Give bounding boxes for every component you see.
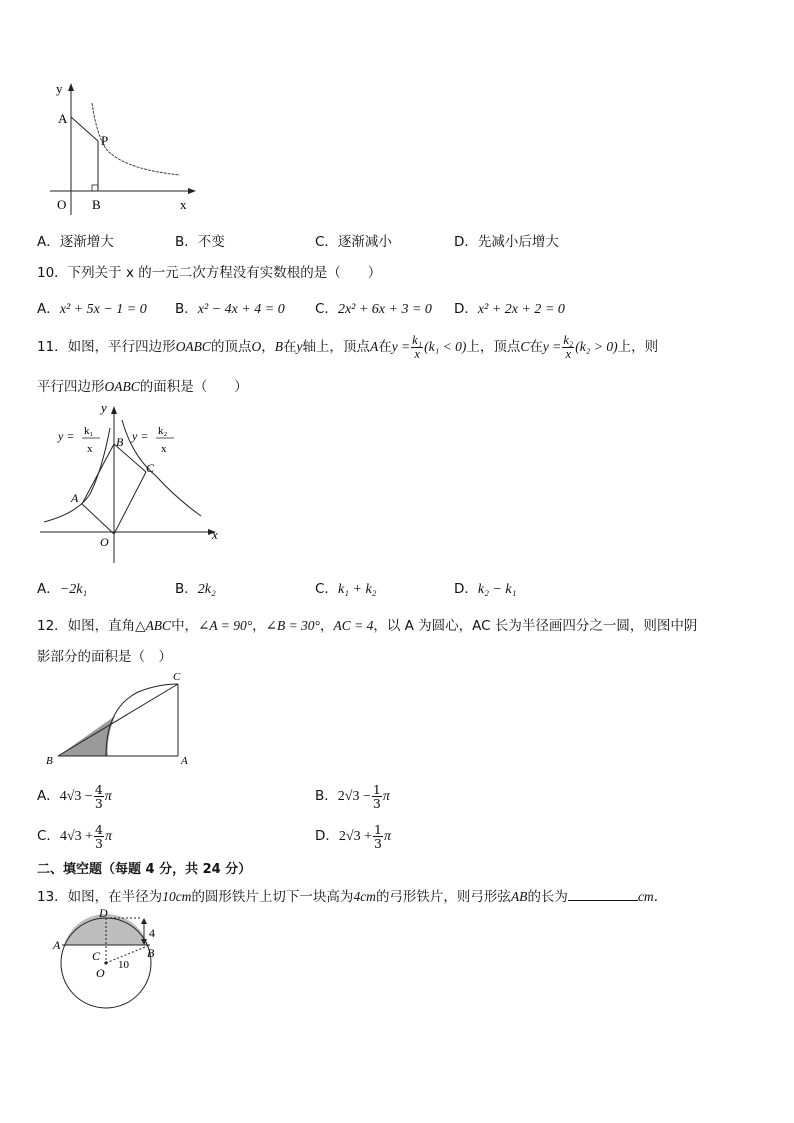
q11-label-eq2: y =: [132, 429, 149, 443]
q13-label-b: B: [147, 946, 155, 960]
q10-option-b: B．x² − 4x + 4 = 0: [175, 301, 285, 317]
q11-label-k2: k₂: [158, 425, 168, 437]
q11-option-a: A．−2k₁: [37, 581, 88, 597]
q11-label-b: B: [116, 435, 124, 449]
q11-option-c: C．k₁ + k₂: [315, 581, 377, 597]
q12-label-a: A: [181, 755, 188, 767]
q9-option-a: A．逐渐增大: [37, 234, 114, 250]
q13-label-ten: 10: [118, 959, 129, 971]
q13-label-d: D: [99, 906, 108, 920]
q13-label-c: C: [92, 949, 101, 963]
q10-option-c: C．2x² + 6x + 3 = 0: [315, 301, 432, 317]
q9-label-o: O: [57, 197, 67, 212]
q11-label-x: x: [212, 527, 218, 542]
q12-stem-line1: 12．如图，直角△ABC中，∠A = 90°，∠B = 30°，AC = 4，以 A 为圆心，AC 长为半径画四分之一圆，则图中阴: [37, 618, 698, 634]
q11-label-x1: x: [87, 443, 93, 455]
q12-option-c: C．4√3 + $\frac{4}{3}$ π: [37, 822, 112, 851]
q9-figure: [40, 75, 200, 215]
q9-label-x: x: [180, 197, 187, 212]
q11-label-x2: x: [161, 443, 167, 455]
q11-label-c: C: [146, 461, 155, 475]
q10-option-a: A．x² + 5x − 1 = 0: [37, 301, 147, 317]
q9-label-p: P: [101, 133, 109, 148]
q11-label-eq1: y =: [58, 429, 75, 443]
q10-option-d: D．x² + 2x + 2 = 0: [454, 301, 565, 317]
q13-label-four: 4: [149, 926, 155, 940]
section-fill-in-header: 二、填空题（每题 4 分，共 24 分）: [37, 862, 252, 877]
q12-label-c: C: [173, 671, 181, 683]
q9-option-b: B．不变: [175, 234, 225, 250]
q11-label-k1: k₁: [84, 425, 94, 437]
q13-figure: [50, 905, 170, 1010]
q12-stem-line2: 影部分的面积是（ ）: [37, 649, 172, 665]
q10-stem: 10．下列关于 x 的一元二次方程没有实数根的是（ ）: [37, 265, 382, 281]
q9-label-y: y: [56, 81, 63, 96]
q13-label-o: O: [96, 966, 105, 980]
q11-label-o: O: [100, 535, 109, 549]
q12-figure: [40, 668, 200, 770]
q12-option-b: B．2√3 − $\frac{1}{3}$ π: [315, 782, 390, 811]
q11-stem-line2: 平行四边形OABC的面积是（ ）: [37, 379, 248, 395]
q11-label-y: y: [101, 400, 107, 415]
q11-label-a: A: [71, 491, 79, 505]
q11-stem-line1: 11．如图，平行四边形OABC的顶点O，B在y轴上，顶点A在y = $\frac{\text{k₁}}{x}$ (k₁ < 0)上，顶点C在y = $\frac{\text{k₂}}{x}$ (k₂ > 0)上，则: [37, 333, 659, 361]
q13-stem: 13．如图，在半径为10cm的圆形铁片上切下一块高为4cm的弓形铁片，则弓形弦AB的长为 cm．: [37, 889, 668, 905]
q12-label-b: B: [46, 755, 53, 767]
q9-option-c: C．逐渐减小: [315, 234, 392, 250]
q12-option-d: D．2√3 + $\frac{1}{3}$ π: [315, 822, 391, 851]
q9-label-b: B: [92, 197, 101, 212]
q11-figure: [36, 398, 226, 563]
q11-option-b: B．2k₂: [175, 581, 216, 597]
q11-option-d: D．k₂ − k₁: [454, 581, 517, 597]
q9-option-d: D．先减小后增大: [454, 234, 559, 250]
q13-answer-blank[interactable]: [568, 888, 638, 901]
q13-label-a: A: [53, 938, 61, 952]
q9-label-a: A: [58, 111, 68, 126]
q12-option-a: A．4√3 − $\frac{4}{3}$ π: [37, 782, 112, 811]
